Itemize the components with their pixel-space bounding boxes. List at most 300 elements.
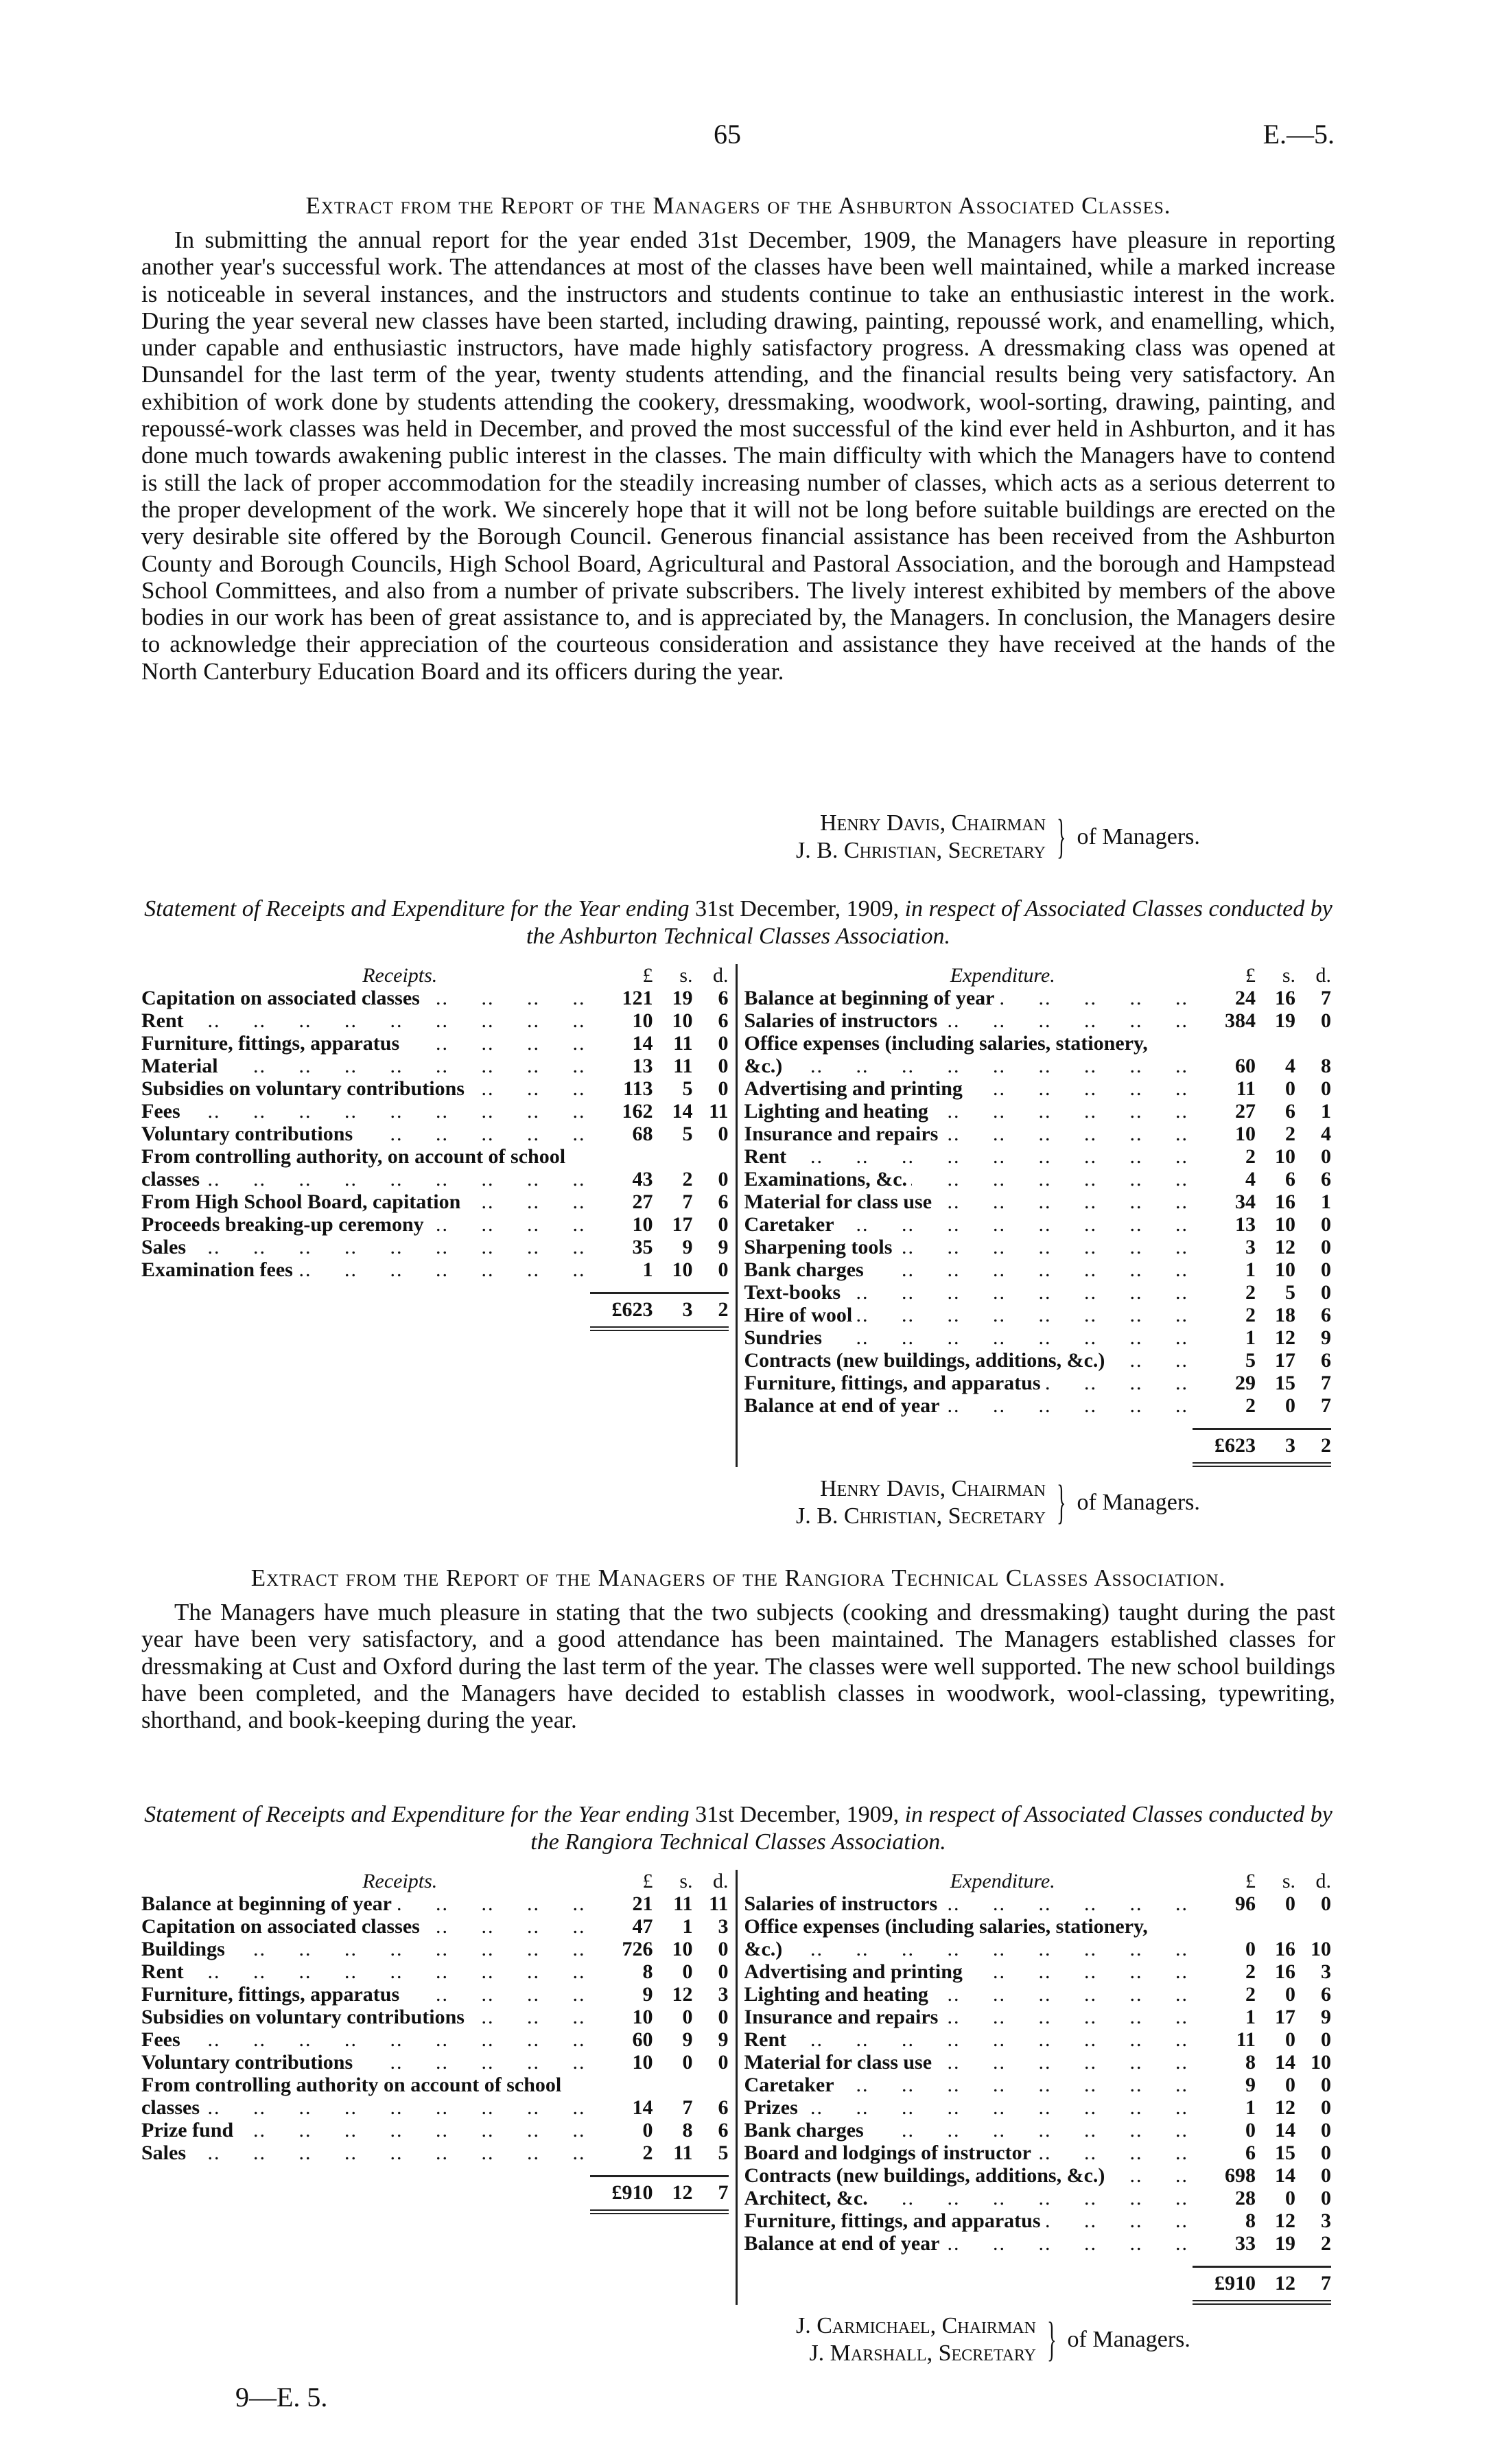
pounds: 10	[632, 2006, 653, 2028]
pounds: 10	[632, 1213, 653, 1236]
table-row	[744, 1077, 1332, 1100]
shillings: 8	[682, 2119, 693, 2142]
pence: 6	[1321, 1304, 1331, 1326]
pence: 0	[1321, 1258, 1331, 1281]
pounds: 2	[1245, 1394, 1256, 1417]
pence: 2	[718, 1298, 729, 1321]
pounds: 8	[642, 1960, 653, 1983]
document-reference: E.—5.	[1263, 119, 1335, 150]
row-label: Architect, &c. ..	[744, 2187, 1193, 2209]
shillings: 12	[1275, 2272, 1295, 2295]
shillings: 12	[1275, 1326, 1295, 1349]
row-label: Caretaker ..	[744, 1213, 1193, 1236]
pence-header: d.	[713, 964, 729, 987]
table-row	[141, 1077, 729, 1100]
shillings: 10	[672, 1938, 693, 1960]
pence: 0	[718, 2051, 729, 2074]
pence: 0	[718, 1258, 729, 1281]
pounds-header: £	[642, 1870, 653, 1892]
shillings: 2	[682, 1168, 693, 1190]
pence: 0	[1321, 2074, 1331, 2096]
table-row	[744, 2074, 1332, 2096]
pounds: 10	[1235, 1123, 1256, 1145]
table-row	[744, 1326, 1332, 1349]
pounds: 2	[1245, 1960, 1256, 1983]
row-label: Lighting and heating ..	[744, 1100, 1193, 1123]
pence: 0	[718, 1168, 729, 1190]
shillings: 16	[1275, 1960, 1295, 1983]
table-row	[141, 1123, 729, 1145]
table-row	[141, 1915, 729, 1938]
pounds: 9	[642, 1983, 653, 2006]
pence: 0	[1321, 1009, 1331, 1032]
shillings: 19	[1275, 2232, 1295, 2255]
paragraph-ashburton-report: In submitting the annual report for the year ended 31st December, 1909, the Managers have pleasure in reporting another year's successful work. The attendances at most of the classes have been well maintained, while a marked increase is noticeable in several instances, and the instructors and students continue to take an enthusiastic interest in the work. During the year several new classes have been started, including drawing, painting, repoussé work, and enamelling, which, under capable and enthusiastic instructors, have made highly satisfactory progress. A dressmaking class was opened at Dunsandel for the last term of the year, twenty students attending, and the financial results being very satisfactory. An exhibition of work done by students attending the cookery, dressmaking, woodwork, wool-sorting, drawing, painting, and repoussé-work classes was held in December, and proved the most successful of the kind ever held in Ashburton, and it has done much towards awakening public interest in the classes. The main difficulty with which the Managers have to contend is still the lack of proper accommodation for the steadily increasing number of classes, which acts as a serious deterrent to the proper development of the work. We sincerely hope that it will not be long before suitable buildings are erected on the very desirable site offered by the Borough Council. Generous financial assistance has been received from the Ashburton County and Borough Councils, High School Board, Agricultural and Pastoral Association, and the borough and Hampstead School Committees, and also from a number of private subscribers. The lively interest exhibited by members of the above bodies in our work has been of great assistance to, and is appreciated by, the Managers. In conclusion, the Managers desire to acknowledge their appreciation of the courteous consideration and assistance they have received at the hands of the North Canterbury Education Board and its officers during the year.	[141, 226, 1335, 685]
pence: 6	[718, 987, 729, 1009]
table-row	[744, 2119, 1332, 2142]
row-label: Lighting and heating ..	[744, 1983, 1193, 2006]
pence: 0	[718, 2006, 729, 2028]
pence-header: d.	[1315, 1870, 1331, 1892]
statement-title-rangiora	[141, 1801, 1335, 1856]
table-row	[744, 1394, 1332, 1417]
shillings: 17	[1275, 2006, 1295, 2028]
signature-suffix: of Managers.	[1077, 824, 1200, 849]
pence: 0	[718, 1960, 729, 1983]
pounds: 29	[1235, 1372, 1256, 1394]
shillings: 7	[682, 2096, 693, 2119]
row-label: Sundries ..	[744, 1326, 1193, 1349]
row-label: Hire of wool ..	[744, 1304, 1193, 1326]
pence: 3	[718, 1915, 729, 1938]
pounds: 3	[1245, 1236, 1256, 1258]
table-row	[141, 1236, 729, 1258]
pence: 0	[718, 1123, 729, 1145]
pence: 0	[718, 1938, 729, 1960]
pence: 0	[1321, 2142, 1331, 2164]
brace-icon: }	[1057, 810, 1066, 863]
shillings: 17	[1275, 1349, 1295, 1372]
shillings: 12	[1275, 2096, 1295, 2119]
pence: 2	[1321, 1434, 1331, 1457]
row-label: Fees ..	[141, 2028, 590, 2051]
pence: 9	[1321, 2006, 1331, 2028]
signature-secretary: J. Marshall, Secretary	[809, 2340, 1036, 2366]
row-label: Balance at beginning of year ..	[744, 987, 1193, 1009]
row-label: Furniture, fittings, apparatus ..	[141, 1032, 590, 1055]
table-row	[744, 2006, 1332, 2028]
shillings: 19	[1275, 1009, 1295, 1032]
shillings: 10	[672, 1009, 693, 1032]
shillings: 9	[682, 1236, 693, 1258]
pounds: 698	[1225, 2164, 1256, 2187]
row-label: Sharpening tools ..	[744, 1236, 1193, 1258]
row-label: Examinations, &c. ..	[744, 1168, 1193, 1190]
pence: 6	[718, 1190, 729, 1213]
shillings: 10	[1275, 1145, 1295, 1168]
row-label: Caretaker ..	[744, 2074, 1193, 2096]
signature-block-3	[796, 2312, 1190, 2367]
expenditure-heading: Expenditure.	[950, 1870, 1055, 1892]
pounds: 2	[1245, 1145, 1256, 1168]
row-label: Subsidies on voluntary contributions ..	[141, 2006, 590, 2028]
pounds: 10	[632, 1009, 653, 1032]
row-label: Office expenses (including salaries, stationery, &c.) ..	[744, 1032, 1193, 1077]
shillings: 14	[1275, 2051, 1295, 2074]
shillings: 16	[1275, 987, 1295, 1009]
shillings: 15	[1275, 1372, 1295, 1394]
pounds: 121	[622, 987, 653, 1009]
pence: 6	[718, 1009, 729, 1032]
row-label: Examination fees ..	[141, 1258, 590, 1281]
shillings: 0	[1285, 2187, 1295, 2209]
pounds: 726	[622, 1938, 653, 1960]
pounds: 1	[642, 1258, 653, 1281]
table-row	[744, 1372, 1332, 1394]
signature-chairman: Henry Davis, Chairman	[820, 810, 1046, 836]
table-row	[141, 1213, 729, 1236]
table-row	[744, 1009, 1332, 1032]
table-row	[744, 1349, 1332, 1372]
pounds: £623	[611, 1298, 653, 1321]
row-label: From High School Board, capitation ..	[141, 1190, 590, 1213]
table-row	[141, 1938, 729, 1960]
table-row	[744, 1281, 1332, 1304]
pence: 1	[1321, 1100, 1331, 1123]
shillings-header: s.	[679, 964, 693, 987]
shillings: 2	[1285, 1123, 1295, 1145]
receipts-heading: Receipts.	[362, 964, 438, 987]
pence: 0	[1321, 2119, 1331, 2142]
pounds: 27	[632, 1190, 653, 1213]
table-row	[141, 2074, 729, 2119]
table-row	[744, 1236, 1332, 1258]
statement-title-ashburton	[141, 895, 1335, 950]
pounds: 35	[632, 1236, 653, 1258]
pence-header: d.	[1315, 964, 1331, 987]
pounds: 0	[1245, 2119, 1256, 2142]
pounds: 27	[1235, 1100, 1256, 1123]
shillings: 12	[672, 2181, 693, 2204]
table-row	[744, 2096, 1332, 2119]
shillings: 10	[672, 1258, 693, 1281]
table-row	[744, 2051, 1332, 2074]
shillings: 10	[1275, 1258, 1295, 1281]
pounds: 14	[632, 2096, 653, 2119]
pounds: 0	[642, 2119, 653, 2142]
shillings: 11	[673, 1032, 693, 1055]
pence: 9	[718, 1236, 729, 1258]
shillings: 1	[682, 1915, 693, 1938]
shillings: 10	[1275, 1213, 1295, 1236]
signature-secretary: J. B. Christian, Secretary	[796, 838, 1046, 863]
total-row	[744, 2266, 1332, 2305]
shillings-header: s.	[1282, 964, 1295, 987]
signature-chairman: Henry Davis, Chairman	[820, 1476, 1046, 1501]
pence: 3	[1321, 2209, 1331, 2232]
pence: 0	[1321, 1077, 1331, 1100]
shillings: 0	[1285, 2028, 1295, 2051]
pence: 0	[1321, 2096, 1331, 2119]
row-label: From controlling authority on account of school classes ..	[141, 2074, 590, 2119]
pence: 7	[1321, 1372, 1331, 1394]
row-label: From controlling authority, on account of school classes ..	[141, 1145, 590, 1190]
row-label: Prize fund ..	[141, 2119, 590, 2142]
pence: 0	[1321, 2164, 1331, 2187]
section-title-ashburton: Extract from the Report of the Managers of the Ashburton Associated Classes.	[305, 192, 1171, 219]
row-label: Rent ..	[744, 1145, 1193, 1168]
pence: 11	[709, 1892, 729, 1915]
pounds: 2	[1245, 1983, 1256, 2006]
shillings: 16	[1275, 1938, 1295, 1960]
table-row	[141, 1032, 729, 1055]
table-row	[141, 1009, 729, 1032]
title-part: Statement of Receipts and Expenditure for the Year ending	[144, 896, 696, 922]
row-label: Subsidies on voluntary contributions ..	[141, 1077, 590, 1100]
pounds: 384	[1225, 1009, 1256, 1032]
table-row	[141, 1100, 729, 1123]
pence: 6	[1321, 1168, 1331, 1190]
receipts-column	[141, 964, 738, 1467]
table-row	[744, 1258, 1332, 1281]
table-row	[744, 1983, 1332, 2006]
table-row	[744, 2209, 1332, 2232]
row-label: Insurance and repairs ..	[744, 2006, 1193, 2028]
pence: 9	[1321, 1326, 1331, 1349]
total-row	[744, 1428, 1332, 1467]
row-label: Salaries of instructors ..	[744, 1009, 1193, 1032]
row-label: Balance at beginning of year ..	[141, 1892, 590, 1915]
pounds: 28	[1235, 2187, 1256, 2209]
table-row	[141, 2119, 729, 2142]
pounds: 34	[1235, 1190, 1256, 1213]
row-label: Buildings ..	[141, 1938, 590, 1960]
row-label: Advertising and printing ..	[744, 1077, 1193, 1100]
row-label: Voluntary contributions ..	[141, 1123, 590, 1145]
table-row	[141, 2006, 729, 2028]
pence: 0	[1321, 1281, 1331, 1304]
pounds: 1	[1245, 1326, 1256, 1349]
pounds: 11	[1236, 2028, 1256, 2051]
pence: 5	[718, 2142, 729, 2164]
shillings: 0	[1285, 1983, 1295, 2006]
signature-suffix: of Managers.	[1077, 1490, 1200, 1515]
pence: 0	[718, 1077, 729, 1100]
shillings: 6	[1285, 1168, 1295, 1190]
row-label: Bank charges ..	[744, 1258, 1193, 1281]
pence: 6	[718, 2119, 729, 2142]
table-row	[744, 1915, 1332, 1960]
shillings: 0	[1285, 1394, 1295, 1417]
receipts-column	[141, 1870, 738, 2305]
column-header	[744, 964, 1332, 987]
table-row	[141, 987, 729, 1009]
shillings: 4	[1285, 1055, 1295, 1077]
column-header	[744, 1870, 1332, 1892]
shillings: 0	[1285, 1077, 1295, 1100]
pence: 9	[718, 2028, 729, 2051]
pence: 6	[1321, 1349, 1331, 1372]
shillings: 19	[672, 987, 693, 1009]
table-row	[141, 1190, 729, 1213]
pence: 6	[718, 2096, 729, 2119]
pence: 0	[718, 1213, 729, 1236]
pence: 0	[1321, 1892, 1331, 1915]
pounds: 162	[622, 1100, 653, 1123]
row-label: Rent ..	[141, 1960, 590, 1983]
pounds: 14	[632, 1032, 653, 1055]
pence: 10	[1311, 1938, 1331, 1960]
pence: 1	[1321, 1190, 1331, 1213]
shillings: 5	[682, 1123, 693, 1145]
row-label: Sales ..	[141, 1236, 590, 1258]
table-row	[744, 1168, 1332, 1190]
table-row	[141, 1960, 729, 1983]
title-part: Statement of Receipts and Expenditure for the Year ending	[144, 1802, 696, 1827]
table-row	[744, 1304, 1332, 1326]
table-row	[744, 1100, 1332, 1123]
row-label: Contracts (new buildings, additions, &c.) ..	[744, 1349, 1193, 1372]
shillings: 7	[682, 1190, 693, 1213]
section-title-rangiora: Extract from the Report of the Managers of the Rangiora Technical Classes Association.	[250, 1564, 1226, 1591]
table-row	[141, 1055, 729, 1077]
pounds-header: £	[642, 964, 653, 987]
expenditure-column	[738, 1870, 1339, 2305]
shillings: 12	[672, 1983, 693, 2006]
pounds: 4	[1245, 1168, 1256, 1190]
table-row	[744, 1123, 1332, 1145]
row-label: Balance at end of year ..	[744, 1394, 1193, 1417]
title-part: in respect of Associated Classes conducted by the Rangiora Technical Classes Association.	[530, 1802, 1332, 1855]
pence: 0	[718, 1032, 729, 1055]
expenditure-heading: Expenditure.	[950, 964, 1055, 987]
shillings: 3	[1285, 1434, 1295, 1457]
printer-signature-mark: 9—E. 5.	[235, 2382, 328, 2413]
pounds: 2	[1245, 1304, 1256, 1326]
shillings: 3	[682, 1298, 693, 1321]
row-label: Capitation on associated classes ..	[141, 1915, 590, 1938]
pence: 7	[1321, 987, 1331, 1009]
column-header	[141, 964, 729, 987]
table-row	[141, 2051, 729, 2074]
pounds: 24	[1235, 987, 1256, 1009]
shillings: 15	[1275, 2142, 1295, 2164]
pence: 0	[1321, 1236, 1331, 1258]
title-date: 31st December, 1909,	[695, 896, 900, 922]
table-row	[141, 1145, 729, 1190]
shillings: 6	[1285, 1100, 1295, 1123]
pence: 0	[718, 1055, 729, 1077]
pounds: 68	[632, 1123, 653, 1145]
pounds-header: £	[1245, 1870, 1256, 1892]
pounds: 8	[1245, 2051, 1256, 2074]
row-label: Text-books ..	[744, 1281, 1193, 1304]
shillings-header: s.	[679, 1870, 693, 1892]
pounds: 96	[1235, 1892, 1256, 1915]
table-row	[141, 1258, 729, 1281]
row-label: Fees ..	[141, 1100, 590, 1123]
total-row	[141, 1292, 729, 1331]
shillings: 12	[1275, 2209, 1295, 2232]
pounds: 1	[1245, 2006, 1256, 2028]
shillings: 17	[672, 1213, 693, 1236]
pounds: 9	[1245, 2074, 1256, 2096]
signature-chairman: J. Carmichael, Chairman	[796, 2313, 1036, 2338]
shillings: 0	[1285, 1892, 1295, 1915]
pence: 10	[1311, 2051, 1331, 2074]
shillings: 14	[672, 1100, 693, 1123]
pounds: 21	[632, 1892, 653, 1915]
pounds: 113	[623, 1077, 653, 1100]
table-row	[141, 2028, 729, 2051]
row-label: Furniture, fittings, and apparatus ..	[744, 2209, 1193, 2232]
shillings: 12	[1275, 1236, 1295, 1258]
table-row	[744, 1960, 1332, 1983]
table-row	[141, 1892, 729, 1915]
page-number: 65	[714, 119, 741, 150]
brace-icon: }	[1057, 1476, 1066, 1529]
pounds: 60	[632, 2028, 653, 2051]
pence: 0	[1321, 2187, 1331, 2209]
pounds: 13	[632, 1055, 653, 1077]
pounds: 0	[1245, 1938, 1256, 1960]
table-row	[744, 1892, 1332, 1915]
shillings-header: s.	[1282, 1870, 1295, 1892]
shillings: 0	[1285, 2074, 1295, 2096]
pence: 8	[1321, 1055, 1331, 1077]
pounds: 43	[632, 1168, 653, 1190]
receipts-heading: Receipts.	[362, 1870, 438, 1892]
shillings: 5	[1285, 1281, 1295, 1304]
row-label: Office expenses (including salaries, stationery, &c.) ..	[744, 1915, 1193, 1960]
pounds: £910	[611, 2181, 653, 2204]
pounds: 10	[632, 2051, 653, 2074]
shillings: 0	[682, 2006, 693, 2028]
title-part: in respect of Associated Classes conducted by the Ashburton Technical Classes Association.	[526, 896, 1332, 949]
row-label: Board and lodgings of instructor ..	[744, 2142, 1193, 2164]
row-label: Sales ..	[141, 2142, 590, 2164]
pounds: 5	[1245, 1349, 1256, 1372]
table-row	[744, 1213, 1332, 1236]
row-label: Furniture, fittings, apparatus ..	[141, 1983, 590, 2006]
shillings: 16	[1275, 1190, 1295, 1213]
pence: 4	[1321, 1123, 1331, 1145]
row-label: Insurance and repairs ..	[744, 1123, 1193, 1145]
row-label: Contracts (new buildings, additions, &c.) ..	[744, 2164, 1193, 2187]
signature-secretary: J. B. Christian, Secretary	[796, 1503, 1046, 1529]
pounds: 2	[642, 2142, 653, 2164]
pence: 0	[1321, 2028, 1331, 2051]
row-label: Material ..	[141, 1055, 590, 1077]
pounds-header: £	[1245, 964, 1256, 987]
pounds: 1	[1245, 1258, 1256, 1281]
pence: 6	[1321, 1983, 1331, 2006]
pounds: 11	[1236, 1077, 1256, 1100]
table-row	[744, 2164, 1332, 2187]
accounts-table-rangiora	[141, 1870, 1338, 2305]
pence: 3	[718, 1983, 729, 2006]
row-label: Balance at end of year ..	[744, 2232, 1193, 2255]
table-row	[744, 1032, 1332, 1077]
pence: 11	[709, 1100, 729, 1123]
table-row	[744, 1190, 1332, 1213]
shillings: 5	[682, 1077, 693, 1100]
row-label: Salaries of instructors ..	[744, 1892, 1193, 1915]
pence: 7	[1321, 1394, 1331, 1417]
row-label: Proceeds breaking-up ceremony ..	[141, 1213, 590, 1236]
row-label: Bank charges ..	[744, 2119, 1193, 2142]
shillings: 14	[1275, 2164, 1295, 2187]
